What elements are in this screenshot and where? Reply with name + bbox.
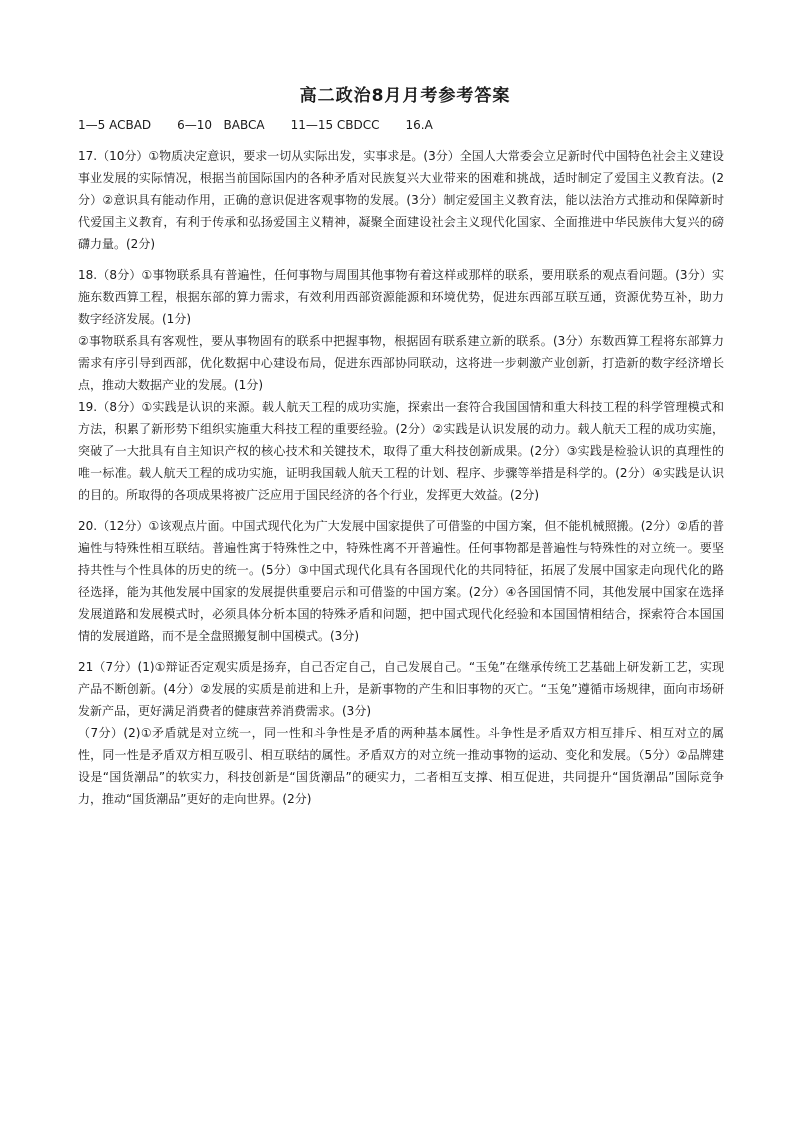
- question-19-text: 19.（8分）①实践是认识的来源。载人航天工程的成功实施，探索出一套符合我国国情和重大科技工程的科学管理模式和方法，积累了新形势下组织实施重大科技工程的重要经验。(2分）②实践是认识发展的动力。载人航天工程的成功实施，突破了一大批具有自主知识产权的核心技术和关键技术，取得了重大科技创新成果。(2分）③实践是检验认识的真理性的唯一标准。载人航天工程的成功实施，证明我国载人航天工程的计划、程序、步骤等举措是科学的。(2分）④实践是认识的目的。所取得的各项成果将被广泛应用于国民经济的各个行业，发挥更大效益。(2分): [78, 400, 724, 502]
- question-20-text: 20.（12分）①该观点片面。中国式现代化为广大发展中国家提供了可借鉴的中国方案，但不能机械照搬。(2分）②盾的普遍性与特殊性相互联结。普遍性寓于特殊性之中，特殊性离不开普遍性。任何事物都是普遍性与特殊性的对立统一。要坚持共性与个性具体的历史的统一。(5分）③中国式现代化具有各国现代化的共同特征，拓展了发展中国家走向现代化的路径选择，能为其他发展中国家的发展提供重要启示和可借鉴的中国方案。(2分）④各国国情不同，其他发展中国家在选择发展道路和发展模式时，必须具体分析本国的特殊矛盾和问题，把中国式现代化经验和本国国情相结合，探索符合本国国情的发展道路，而不是全盘照搬复制中国模式。(3分): [78, 519, 724, 643]
- choice-answer-key: [78, 116, 724, 134]
- question-19-answer: [78, 396, 724, 506]
- choice-answers-11-15: 11—15 CBDCC: [290, 118, 380, 132]
- choice-answers-6-10: 6—10 BABCA: [177, 118, 265, 132]
- choice-answer-16: 16.A: [405, 118, 433, 132]
- question-21-part-2: （7分）(2)①矛盾就是对立统一，同一性和斗争性是矛盾的两种基本属性。斗争性是矛盾双方相互排斥、相互对立的属性，同一性是矛盾双方相互吸引、相互联结的属性。矛盾双方的对立统一推动事物的运动、变化和发展。（5分）②品牌建设是“国货潮品”的软实力，科技创新是“国货潮品”的硬实力，二者相互支撑、相互促进，共同提升“国货潮品”国际竞争力，推动“国货潮品”更好的走向世界。(2分): [78, 726, 724, 806]
- page-title: 高二政治8月月考参考答案: [299, 86, 511, 106]
- question-21-answer: [78, 656, 724, 810]
- question-17-answer: [78, 145, 724, 255]
- question-18-part-1: 18.（8分）①事物联系具有普遍性，任何事物与周围其他事物有着这样或那样的联系，要用联系的观点看问题。(3分）实施东数西算工程，根据东部的算力需求，有效利用西部资源能源和环境优势，促进东西部互联互通，资源优势互补，助力数字经济发展。(1分): [78, 268, 724, 326]
- question-18-part-2: ②事物联系具有客观性，要从事物固有的联系中把握事物，根据固有联系建立新的联系。(3分）东数西算工程将东部算力需求有序引导到西部，优化数据中心建设布局，促进东西部协同联动，这将进一步刺激产业创新，打造新的数字经济增长点，推动大数据产业的发展。(1分): [78, 334, 724, 392]
- choice-answers-1-5: 1—5 ACBAD: [78, 118, 152, 132]
- question-18-answer: [78, 264, 724, 396]
- question-20-answer: [78, 515, 724, 647]
- question-17-text: 17.（10分）①物质决定意识，要求一切从实际出发，实事求是。(3分）全国人大常委会立足新时代中国特色社会主义建设事业发展的实际情况，根据当前国际国内的各种矛盾对民族复兴大业带来的困难和挑战，适时制定了爱国主义教育法。(2分）②意识具有能动作用，正确的意识促进客观事物的发展。(3分）制定爱国主义教育法，能以法治方式推动和保障新时代爱国主义教育，有利于传承和弘扬爱国主义精神，凝聚全面建设社会主义现代化国家、全面推进中华民族伟大复兴的磅礴力量。(2分): [78, 149, 724, 251]
- question-21-part-1: 21（7分）(1)①辩证否定观实质是扬弃，自己否定自己，自己发展自己。“玉兔”在继承传统工艺基础上研发新工艺，实现产品不断创新。(4分）②发展的实质是前进和上升，是新事物的产生和旧事物的灭亡。“玉兔”遵循市场规律，面向市场研发新产品，更好满足消费者的健康营养消费需求。(3分): [78, 660, 724, 718]
